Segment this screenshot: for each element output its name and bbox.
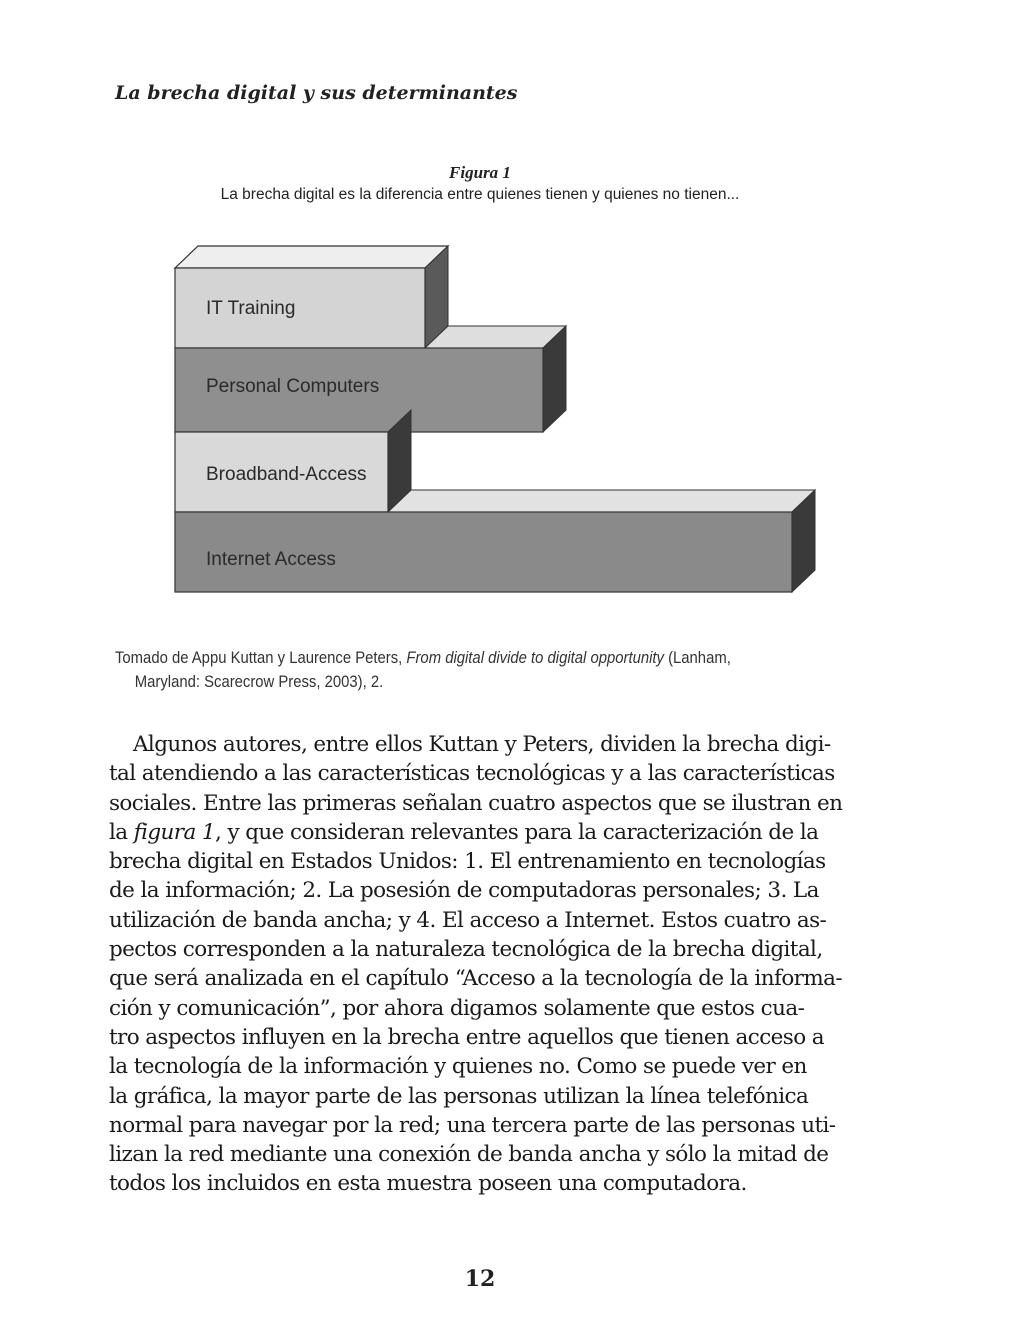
body-text-fragment: , y que consideran relevantes para la caracterización de la: [215, 819, 819, 845]
bar-label-personal-computers: Personal Computers: [206, 376, 380, 397]
running-head: La brecha digital y sus determinantes: [115, 82, 518, 104]
body-line: normal para navegar por la red; una tercera parte de las personas uti-: [109, 1112, 836, 1138]
body-line: utilización de banda ancha; y 4. El acceso a Internet. Estos cuatro as-: [109, 907, 827, 933]
body-line: todos los incluidos en esta muestra poseen una computadora.: [109, 1171, 747, 1197]
body-line: Algunos autores, entre ellos Kuttan y Peters, dividen la brecha digi-: [133, 732, 831, 757]
figure-caption: [115, 646, 799, 694]
body-line: tal atendiendo a las características tecnológicas y a las características: [109, 761, 835, 787]
figure-reference: figura 1: [133, 819, 215, 845]
stacked-blocks-svg: [170, 242, 820, 600]
body-line: la gráfica, la mayor parte de las personas utilizan la línea telefónica: [109, 1083, 809, 1109]
page-number: 12: [464, 1266, 496, 1292]
body-line: de la información; 2. La posesión de computadoras personales; 3. La: [109, 878, 819, 904]
caption-suffix: (Lanham,: [663, 649, 731, 667]
body-line: sociales. Entre las primeras señalan cuatro aspectos que se ilustran en: [109, 790, 843, 816]
caption-book-title: From digital divide to digital opportunity: [406, 649, 664, 667]
block-it-training: [175, 246, 448, 348]
body-line: ción y comunicación”, por ahora digamos solamente que estos cua-: [109, 995, 805, 1021]
body-line: la tecnología de la información y quienes no. Como se puede ver en: [109, 1054, 807, 1080]
figure-chart: [170, 242, 820, 600]
body-line: pectos corresponden a la naturaleza tecnológica de la brecha digital,: [109, 937, 823, 963]
caption-line-2: Maryland: Scarecrow Press, 2003), 2.: [134, 673, 384, 691]
body-paragraph: [109, 730, 851, 1199]
body-line: [109, 818, 851, 847]
body-line: que será analizada en el capítulo “Acceso a la tecnología de la informa-: [109, 966, 843, 992]
bar-label-broadband-access: Broadband-Access: [206, 464, 367, 485]
bar-label-it-training: IT Training: [206, 298, 296, 319]
bar-label-internet-access: Internet Access: [206, 549, 336, 570]
caption-prefix: Tomado de Appu Kuttan y Laurence Peters,: [115, 649, 407, 667]
figure-label: Figura 1: [449, 163, 511, 182]
body-line: brecha digital en Estados Unidos: 1. El entrenamiento en tecnologías: [109, 849, 826, 875]
body-text-fragment: la: [109, 819, 134, 845]
body-line: tro aspectos influyen en la brecha entre aquellos que tienen acceso a: [109, 1024, 824, 1050]
body-line: lizan la red mediante una conexión de banda ancha y sólo la mitad de: [109, 1142, 829, 1168]
figure-title: La brecha digital es la diferencia entre quienes tienen y quienes no tienen...: [220, 186, 740, 203]
